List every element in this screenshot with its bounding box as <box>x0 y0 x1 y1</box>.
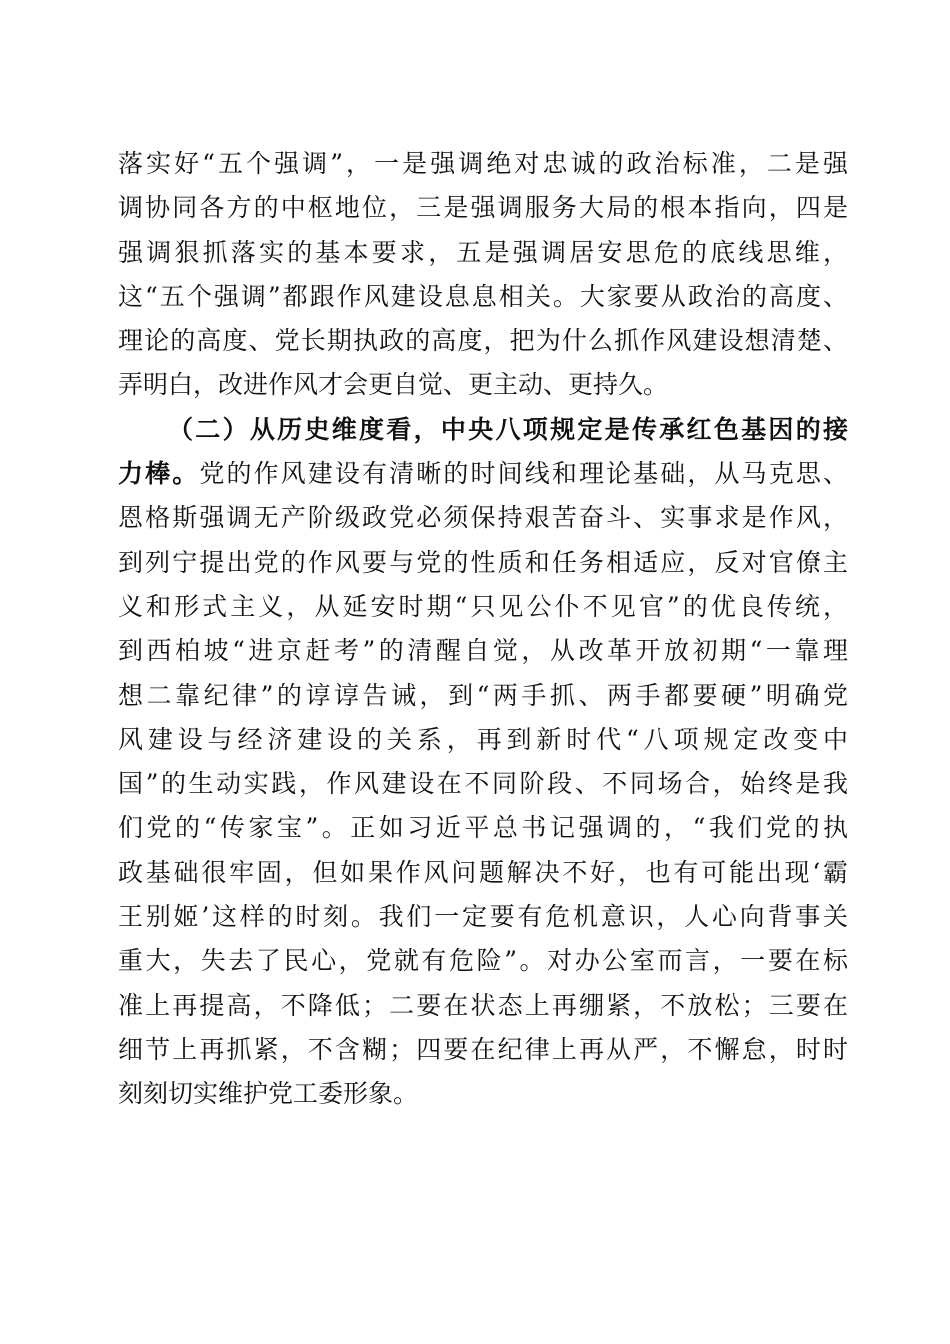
paragraph-1-line-4: 这“五个强调”都跟作风建设息息相关。大家要从政治的高度、 <box>118 281 848 311</box>
paragraph-2-line-7: 想二靠纪律”的谆谆告诫，到“两手抓、两手都要硬”明确党 <box>118 680 848 710</box>
paragraph-2-line-3: 恩格斯强调无产阶级政党必须保持艰苦奋斗、实事求是作风， <box>118 503 848 533</box>
paragraph-1-line-5: 理论的高度、党长期执政的高度，把为什么抓作风建设想清楚、 <box>118 326 848 356</box>
paragraph-2-line-4: 到列宁提出党的作风要与党的性质和任务相适应，反对官僚主 <box>118 547 848 577</box>
paragraph-2-line-15: 细节上再抓紧，不含糊；四要在纪律上再从严，不懈怠，时时 <box>118 1034 848 1064</box>
section-heading-tail: 力棒。 <box>118 459 200 489</box>
paragraph-2-line-2-text: 党的作风建设有清晰的时间线和理论基础，从马克思、 <box>199 459 848 489</box>
paragraph-2-line-14: 准上再提高，不降低；二要在状态上再绷紧，不放松；三要在 <box>118 990 848 1020</box>
paragraph-2-line-8: 风建设与经济建设的关系，再到新时代“八项规定改变中 <box>118 724 848 754</box>
paragraph-2-line-9: 国”的生动实践，作风建设在不同阶段、不同场合，始终是我 <box>118 769 848 799</box>
paragraph-2-line-2 <box>118 452 848 496</box>
paragraph-2-line-11: 政基础很牢固，但如果作风问题解决不好，也有可能出现‘霸 <box>118 857 848 887</box>
paragraph-2-line-6: 到西柏坡“进京赶考”的清醒自觉，从改革开放初期“一靠理 <box>118 636 848 666</box>
paragraph-2-line-5: 义和形式主义，从延安时期“只见公仆不见官”的优良传统， <box>118 591 848 621</box>
paragraph-2-line-12: 王别姬’这样的时刻。我们一定要有危机意识，人心向背事关 <box>118 902 848 932</box>
section-heading-line-1: （二）从历史维度看，中央八项规定是传承红色基因的接 <box>168 414 848 444</box>
paragraph-2-line-13: 重大，失去了民心，党就有危险”。对办公室而言，一要在标 <box>118 946 848 976</box>
document-body <box>118 142 848 1117</box>
paragraph-1-line-6: 弄明白，改进作风才会更自觉、更主动、更持久。 <box>118 370 669 400</box>
paragraph-1-line-3: 强调狠抓落实的基本要求，五是强调居安思危的底线思维， <box>118 237 848 267</box>
paragraph-2-line-16: 刻刻切实维护党工委形象。 <box>118 1079 419 1109</box>
paragraph-2-line-10: 们党的“传家宝”。正如习近平总书记强调的，“我们党的执 <box>118 813 848 843</box>
paragraph-1-line-1: 落实好“五个强调”，一是强调绝对忠诚的政治标准，二是强 <box>118 149 848 178</box>
paragraph-1-line-2: 调协同各方的中枢地位，三是强调服务大局的根本指向，四是 <box>118 193 848 223</box>
